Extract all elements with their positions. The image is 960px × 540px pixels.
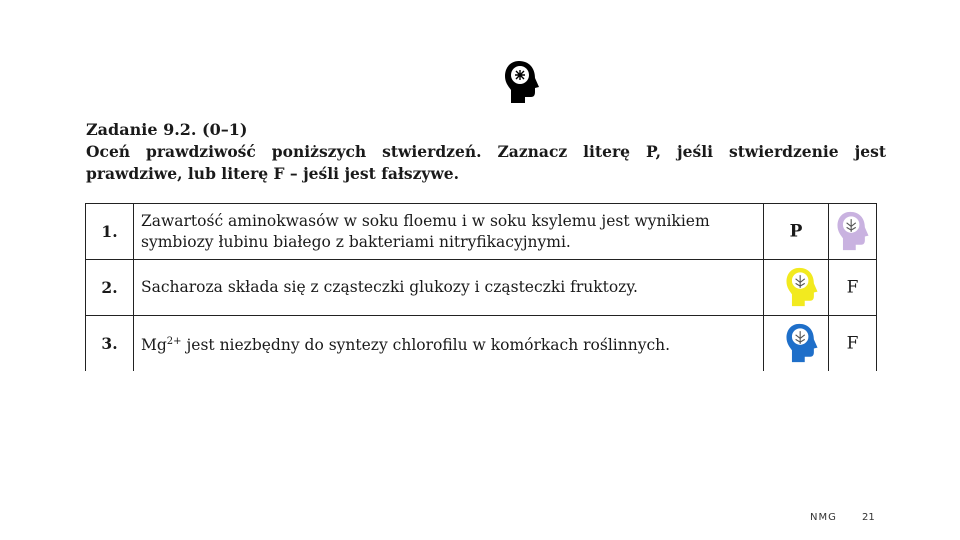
statement-text: Sacharoza składa się z cząsteczki glukozy i cząsteczki fruktozy. <box>134 260 764 316</box>
brain-head-icon <box>835 210 871 252</box>
answer-cell-f[interactable] <box>829 260 877 316</box>
brain-head-icon <box>503 59 541 105</box>
answer-cell-p[interactable] <box>764 204 829 260</box>
statements-table <box>85 203 877 371</box>
answer-letter[interactable]: F <box>846 277 859 297</box>
footer-code: NMG <box>810 512 837 523</box>
statement-line: Zawartość aminokwasów w soku floemu i w soku ksylemu jest wynikiem <box>141 211 710 230</box>
statement-rest: jest niezbędny do syntezy chlorofilu w komórkach roślinnych. <box>181 336 671 355</box>
row-number: 1. <box>86 204 134 260</box>
icon-cell <box>829 204 877 260</box>
answer-cell-f[interactable] <box>829 316 877 372</box>
icon-cell <box>764 260 829 316</box>
page-number: 21 <box>862 512 875 523</box>
statement-charge: 2+ <box>166 335 182 347</box>
task-title: Zadanie 9.2. (0–1) <box>86 120 248 139</box>
row-number: 2. <box>86 260 134 316</box>
table-row <box>86 204 877 260</box>
task-instruction: Oceń prawdziwość poniższych stwierdzeń. Zaznacz literę P, jeśli stwierdzenie jest prawdziwe, lub literę F – jeśli jest fałszywe. <box>86 142 886 183</box>
icon-cell <box>764 316 829 372</box>
statement-text <box>134 204 764 260</box>
brain-head-icon <box>784 266 820 308</box>
answer-letter[interactable]: F <box>846 333 859 353</box>
statement-line: symbiozy łubinu białego z bakteriami nitryfikacyjnymi. <box>141 232 571 251</box>
statement-chem: Mg <box>141 336 167 355</box>
task-header <box>86 119 886 185</box>
row-number: 3. <box>86 316 134 372</box>
statement-text <box>134 316 764 372</box>
answer-letter[interactable]: P <box>789 221 803 241</box>
table-row <box>86 260 877 316</box>
table-row <box>86 316 877 372</box>
brain-head-icon <box>784 322 820 364</box>
